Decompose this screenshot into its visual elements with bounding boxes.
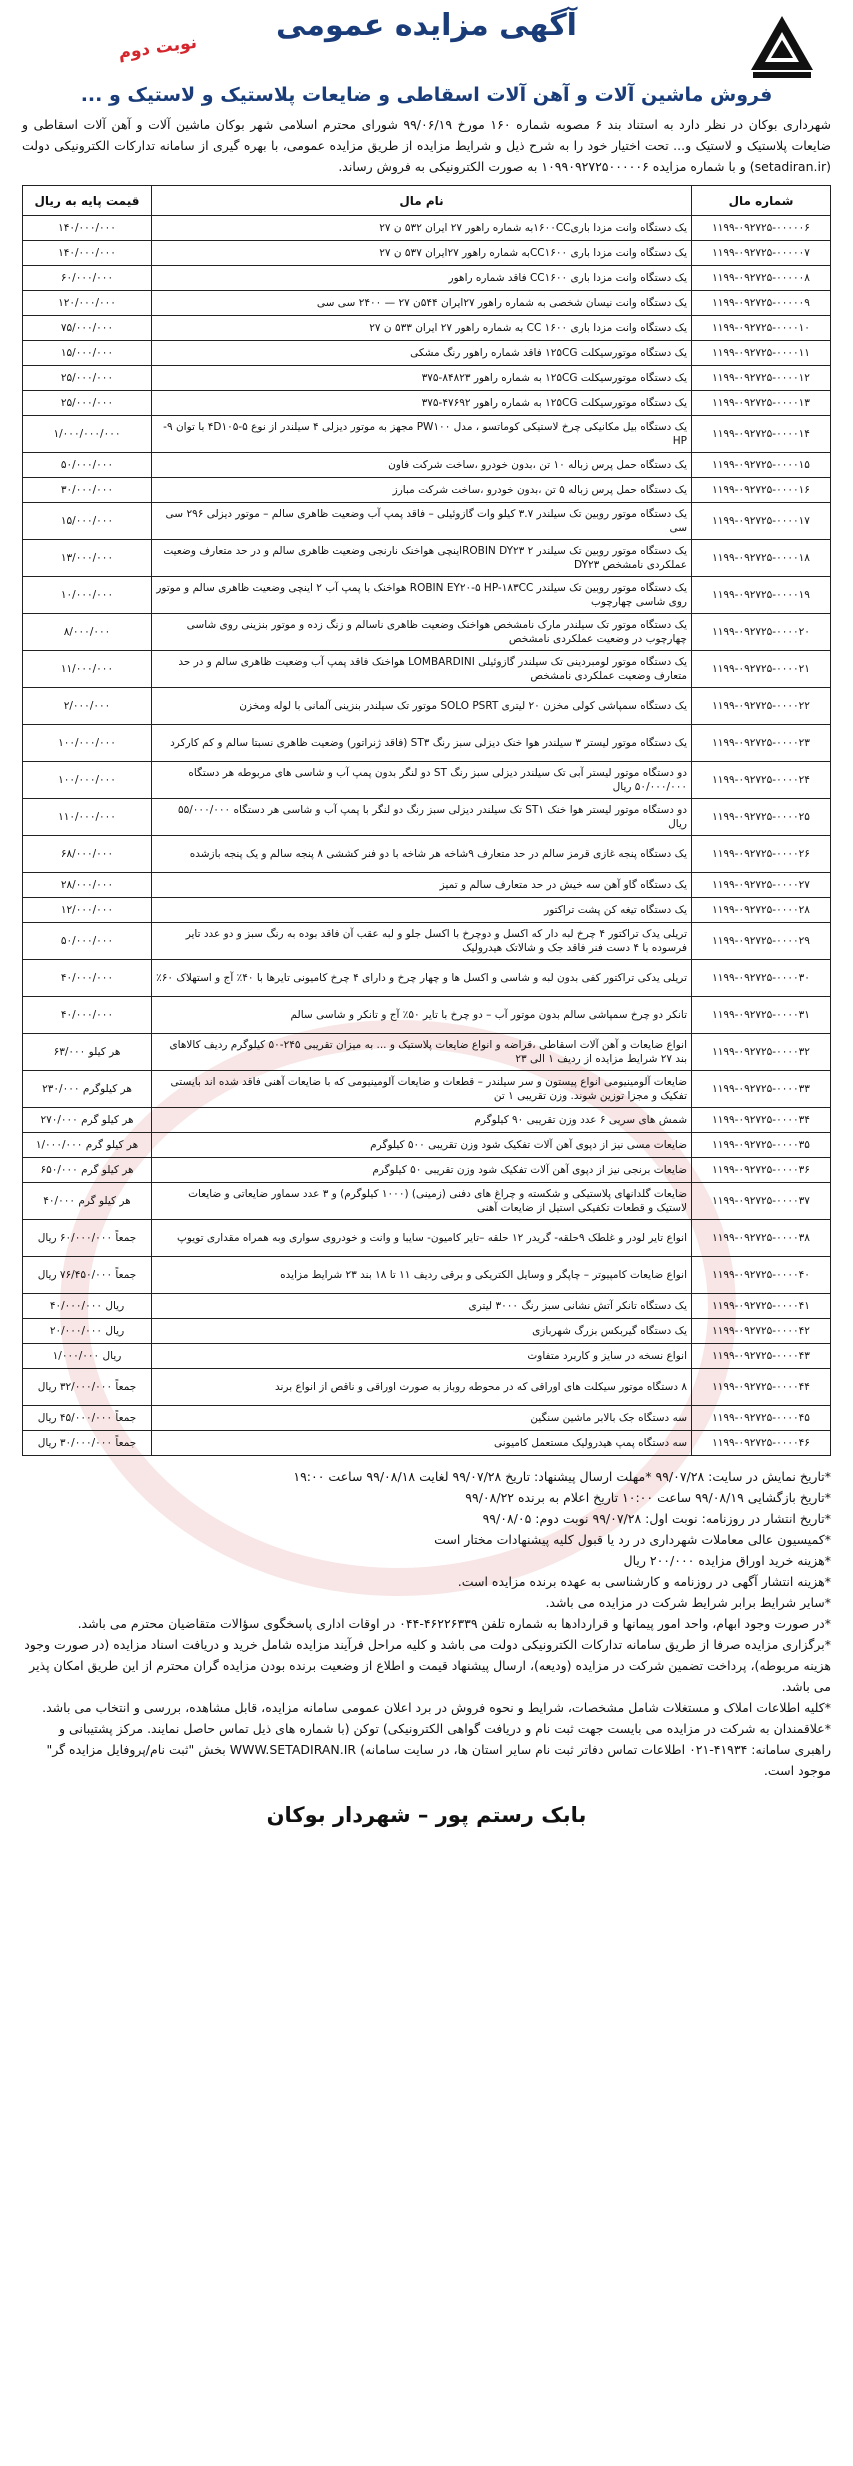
item-number: ۱۱۹۹-۰۹۲۷۲۵-۰۰۰۰۱۴ [692, 416, 831, 453]
page-title: آگهی مزایده عمومی [276, 8, 577, 43]
table-row [23, 416, 831, 453]
item-number: ۱۱۹۹-۰۹۲۷۲۵-۰۰۰۰۰۶ [692, 216, 831, 241]
condition-item: *سایر شرایط برابر شرایط شرکت در مزایده می باشد. [545, 1595, 831, 1610]
table-row [23, 1369, 831, 1406]
item-price: ۱۲/۰۰۰/۰۰۰ [23, 898, 152, 923]
item-name: انواع ضایعات و آهن آلات اسقاطی ،قراضه و انواع ضایعات پلاستیک و ... به میزان تقریبی ۲۴۵-۵۰ کیلوگرم ردیف کالاهای بند ۲۷ شرایط مزایده از ردیف ۱ الی ۲۳ [152, 1034, 692, 1071]
item-number: ۱۱۹۹-۰۹۲۷۲۵-۰۰۰۰۲۵ [692, 799, 831, 836]
item-price: ۲/۰۰۰/۰۰۰ [23, 688, 152, 725]
item-name: یک دستگاه گیربکس بزرگ شهربازی [152, 1319, 692, 1344]
item-number: ۱۱۹۹-۰۹۲۷۲۵-۰۰۰۰۲۷ [692, 873, 831, 898]
item-price: ۴۰/۰۰۰/۰۰۰ ریال [23, 1294, 152, 1319]
item-name: سه دستگاه پمپ هیدرولیک مستعمل کامیونی [152, 1431, 692, 1456]
table-row [23, 1158, 831, 1183]
item-price: هر کیلوگرم ۲۳۰/۰۰۰ [23, 1071, 152, 1108]
item-price: ۶۰/۰۰۰/۰۰۰ [23, 266, 152, 291]
item-number: ۱۱۹۹-۰۹۲۷۲۵-۰۰۰۰۳۸ [692, 1220, 831, 1257]
item-price: ۲۵/۰۰۰/۰۰۰ [23, 366, 152, 391]
item-number: ۱۱۹۹-۰۹۲۷۲۵-۰۰۰۰۲۶ [692, 836, 831, 873]
table-row [23, 478, 831, 503]
item-name: ضایعات مسی نیز از دپوی آهن آلات تفکیک شود وزن تقریبی ۵۰۰ کیلوگرم [152, 1133, 692, 1158]
signature: بابک رستم پور – شهردار بوکان [266, 1803, 587, 1827]
condition-item: *برگزاری مزایده صرفا از طریق سامانه تدارکات الکترونیکی دولت می باشد و کلیه مراحل فرآیند مزایده شامل خرید و دریافت اسناد مزایده (در صورت وجود هزینه مربوطه)، پرداخت تضمین شرکت در مزایده (ودیعه)، ارسال پیشنهاد قیمت و اطلاع از وضعیت برنده بودن مزایده گران محترم از این طریق امکان پذیر می باشد. [24, 1637, 831, 1694]
table-row [23, 614, 831, 651]
item-number: ۱۱۹۹-۰۹۲۷۲۵-۰۰۰۰۲۳ [692, 725, 831, 762]
table-row [23, 1344, 831, 1369]
condition-item: *کلیه اطلاعات املاک و مستغلات شامل مشخصات، شرایط و نحوه فروش در برد اعلان عمومی سامانه مزایده، قابل مشاهده، بررسی و انتخاب می باشد. *علاقمندان به شرکت در مزایده می بایست جهت ثبت نام و دریافت گواهی الکترونیکی) توکن (با شماره های ذیل تماس حاصل نمایند. مرکز پشتیبانی و راهبری سامانه: ۴۱۹۳۴-۰۲۱ اطلاعات تماس دفاتر ثبت نام سایر استان ها، در سایت سامانه) WWW.SETADIRAN.IR بخش "ثبت نام/پروفایل مزایده گر" موجود است. [42, 1700, 831, 1778]
item-name: یک دستگاه موتور روبین تک سیلندر ROBIN EY۲۰-۵ HP-۱۸۳CC هواخنک با پمپ آب ۲ اینچی وضعیت ظاهری سالم و موتور روی شاسی چهارچوب [152, 577, 692, 614]
item-price: ۶۸/۰۰۰/۰۰۰ [23, 836, 152, 873]
item-name: تریلی یدک تراکتور ۴ چرخ لبه دار که اکسل و دوچرخ با اکسل جلو و لبه عقب آن فاقد بوده به رنگ سبز و دو عدد تایر فرسوده با ۴ دست فنر فاقد جک و شالاتک هیدرولیک [152, 923, 692, 960]
item-price: ۲۰/۰۰۰/۰۰۰ ریال [23, 1319, 152, 1344]
item-number: ۱۱۹۹-۰۹۲۷۲۵-۰۰۰۰۳۱ [692, 997, 831, 1034]
item-name: یک دستگاه تانکر آتش نشانی سبز رنگ ۳۰۰۰ لیتری [152, 1294, 692, 1319]
item-name: انواع ضایعات کامپیوتر – چاپگر و وسایل الکتریکی و برقی ردیف ۱۱ تا ۱۸ بند ۲۳ شرایط مزایده [152, 1257, 692, 1294]
condition-item: *تاریخ بازگشایی ۹۹/۰۸/۱۹ ساعت ۱۰:۰۰ تاریخ اعلام به برنده ۹۹/۰۸/۲۲ [465, 1490, 831, 1505]
table-row [23, 836, 831, 873]
table-row [23, 577, 831, 614]
item-price: ۳۰/۰۰۰/۰۰۰ [23, 478, 152, 503]
table-row [23, 1108, 831, 1133]
item-name: یک دستگاه موتورسیکلت ۱۲۵CG فاقد شماره راهور رنگ مشکی [152, 341, 692, 366]
item-price: ۱۳/۰۰۰/۰۰۰ [23, 540, 152, 577]
item-price: ۱۴۰/۰۰۰/۰۰۰ [23, 241, 152, 266]
item-name: یک دستگاه وانت مزدا باری۱۶۰۰CCبه شماره راهور ۲۷ ایران ۵۳۲ ن ۲۷ [152, 216, 692, 241]
item-price: هر کیلو گرم ۱/۰۰۰/۰۰۰ [23, 1133, 152, 1158]
item-number: ۱۱۹۹-۰۹۲۷۲۵-۰۰۰۰۱۵ [692, 453, 831, 478]
table-row [23, 960, 831, 997]
item-price: ۵۰/۰۰۰/۰۰۰ [23, 923, 152, 960]
item-name: یک دستگاه وانت مزدا باری CC۱۶۰۰ فاقد شماره راهور [152, 266, 692, 291]
item-name: ضایعات برنجی نیز از دپوی آهن آلات تفکیک شود وزن تقریبی ۵۰ کیلوگرم [152, 1158, 692, 1183]
intro-paragraph: شهرداری بوکان در نظر دارد به استناد بند ۶ مصوبه شماره ۱۶۰ مورخ ۹۹/۰۶/۱۹ شورای محترم اسلامی شهر بوکان ماشین آلات و آهن آلات اسقاطی و ضایعات پلاستیک و لاستیک و... تحت اختیار خود را به شرح ذیل و شرایط مزایده از طریق مزایده عمومی، با بهره گیری از سامانه تدارکات الکترونیکی دولت (setadiran.ir) و با شماره مزایده ۱۰۹۹۰۹۲۷۲۵۰۰۰۰۰۶ به صورت الکترونیکی به فروش رساند. [22, 117, 831, 174]
item-name: یک دستگاه موتور لومبردینی تک سیلندر گازوئیلی LOMBARDINI هواخنک فاقد پمپ آب وضعیت ظاهری سالم و در حد متعارف وضعیت عملکردی نامشخص [152, 651, 692, 688]
item-price: ۱۰۰/۰۰۰/۰۰۰ [23, 725, 152, 762]
table-row [23, 1133, 831, 1158]
item-name: یک دستگاه موتور روبین تک سیلندر ۳.۷ کیلو وات گازوئیلی – فاقد پمپ آب وضعیت ظاهری سالم – موتور دیزلی ۲۹۶ سی سی [152, 503, 692, 540]
item-number: ۱۱۹۹-۰۹۲۷۲۵-۰۰۰۰۳۵ [692, 1133, 831, 1158]
item-number: ۱۱۹۹-۰۹۲۷۲۵-۰۰۰۰۴۶ [692, 1431, 831, 1456]
table-row [23, 1294, 831, 1319]
item-price: ۱/۰۰۰/۰۰۰/۰۰۰ [23, 416, 152, 453]
item-number: ۱۱۹۹-۰۹۲۷۲۵-۰۰۰۰۱۱ [692, 341, 831, 366]
item-number: ۱۱۹۹-۰۹۲۷۲۵-۰۰۰۰۲۲ [692, 688, 831, 725]
item-price: ۴۰/۰۰۰/۰۰۰ [23, 997, 152, 1034]
item-name: شمش های سربی ۶ عدد وزن تقریبی ۹۰ کیلوگرم [152, 1108, 692, 1133]
item-name: تریلی یدکی تراکتور کفی بدون لبه و شاسی و اکسل ها و چهار چرخ و دارای ۴ چرخ کامیونی تایرها با ۴۰٪ آج و استهلاک ۶۰٪ [152, 960, 692, 997]
item-price: ۱۴۰/۰۰۰/۰۰۰ [23, 216, 152, 241]
condition-item: *هزینه انتشار آگهی در روزنامه و کارشناسی به عهده برنده مزایده است. [457, 1574, 831, 1589]
item-price: ۴۰/۰۰۰/۰۰۰ [23, 960, 152, 997]
table-row [23, 453, 831, 478]
table-row [23, 1257, 831, 1294]
table-row [23, 725, 831, 762]
item-price: هر کیلو گرم ۴۰/۰۰۰ [23, 1183, 152, 1220]
item-name: یک دستگاه موتور تک سیلندر مارک نامشخص هواخنک وضعیت ظاهری ناسالم و زنگ زده و موتور بنزینی روی شاسی چهارچوب در وضعیت عملکردی نامشخص [152, 614, 692, 651]
item-price: ۱۰/۰۰۰/۰۰۰ [23, 577, 152, 614]
item-name: انواع تایر لودر و غلطک ۹حلقه- گریدر ۱۲ حلقه –تایر کامیون- سایبا و وانت و خودروی سواری وبه همراه مقداری تویوپ [152, 1220, 692, 1257]
col-number-header: شماره مال [692, 186, 831, 216]
item-price: ۱۲۰/۰۰۰/۰۰۰ [23, 291, 152, 316]
item-name: یک دستگاه وانت نیسان شخصی به شماره راهور ۲۷ایران ۵۴۴ن ۲۷ — ۲۴۰۰ سی سی [152, 291, 692, 316]
item-price: جمعاً ۳۲/۰۰۰/۰۰۰ ریال [23, 1369, 152, 1406]
item-price: جمعاً ۶۰/۰۰۰/۰۰۰ ریال [23, 1220, 152, 1257]
item-number: ۱۱۹۹-۰۹۲۷۲۵-۰۰۰۰۲۰ [692, 614, 831, 651]
item-price: ۲۸/۰۰۰/۰۰۰ [23, 873, 152, 898]
header [22, 0, 831, 88]
table-row [23, 1183, 831, 1220]
table-row [23, 216, 831, 241]
item-number: ۱۱۹۹-۰۹۲۷۲۵-۰۰۰۰۱۳ [692, 391, 831, 416]
table-row [23, 266, 831, 291]
item-name: یک دستگاه موتور روبین تک سیلندر ROBIN DY۲۳ ۲اینچی هواخنک نارنجی وضعیت ظاهری سالم و در حد متعارف وضعیت عملکردی نامشخص DY۲۳ [152, 540, 692, 577]
item-number: ۱۱۹۹-۰۹۲۷۲۵-۰۰۰۰۳۷ [692, 1183, 831, 1220]
item-name: یک دستگاه وانت مزدا باری CC ۱۶۰۰ به شماره راهور ۲۷ ایران ۵۳۳ ن ۲۷ [152, 316, 692, 341]
table-row [23, 341, 831, 366]
item-name: سه دستگاه جک بالابر ماشین سنگین [152, 1406, 692, 1431]
item-number: ۱۱۹۹-۰۹۲۷۲۵-۰۰۰۰۱۶ [692, 478, 831, 503]
item-number: ۱۱۹۹-۰۹۲۷۲۵-۰۰۰۰۱۲ [692, 366, 831, 391]
item-number: ۱۱۹۹-۰۹۲۷۲۵-۰۰۰۰۲۹ [692, 923, 831, 960]
item-price: ۱۵/۰۰۰/۰۰۰ [23, 503, 152, 540]
item-price: جمعاً ۴۵/۰۰۰/۰۰۰ ریال [23, 1406, 152, 1431]
item-name: یک دستگاه موتور لیستر ۳ سیلندر هوا خنک دیزلی سبز رنگ ST۳ (فاقد ژنراتور) وضعیت ظاهری نسبتا سالم و کم کارکرد [152, 725, 692, 762]
item-name: یک دستگاه تیغه کن پشت تراکتور [152, 898, 692, 923]
item-name: یک دستگاه حمل پرس زباله ۱۰ تن ،بدون خودرو ،ساخت شرکت فاون [152, 453, 692, 478]
item-number: ۱۱۹۹-۰۹۲۷۲۵-۰۰۰۰۰۸ [692, 266, 831, 291]
table-row [23, 898, 831, 923]
items-table [22, 185, 831, 1456]
item-price: هر کیلو ۶۳/۰۰۰ [23, 1034, 152, 1071]
item-number: ۱۱۹۹-۰۹۲۷۲۵-۰۰۰۰۱۸ [692, 540, 831, 577]
item-name: ضایعات آلومینیومی انواع پیستون و سر سیلندر – قطعات و ضایعات آلومینیومی که با ضایعات آهنی فاقد شده اند بایستی تفکیک و مجزا توزین شوند. وزن تقریبی ۱ تن [152, 1071, 692, 1108]
col-price-header: قیمت پایه به ریال [23, 186, 152, 216]
item-name: یک دستگاه موتورسیکلت ۱۲۵CG به شماره راهور ۸۴۸۲۳-۳۷۵ [152, 366, 692, 391]
item-number: ۱۱۹۹-۰۹۲۷۲۵-۰۰۰۰۳۰ [692, 960, 831, 997]
item-price: ۲۵/۰۰۰/۰۰۰ [23, 391, 152, 416]
table-row [23, 1406, 831, 1431]
table-row [23, 391, 831, 416]
item-name: یک دستگاه گاو آهن سه خیش در حد متعارف سالم و تمیز [152, 873, 692, 898]
item-number: ۱۱۹۹-۰۹۲۷۲۵-۰۰۰۰۲۴ [692, 762, 831, 799]
item-number: ۱۱۹۹-۰۹۲۷۲۵-۰۰۰۰۳۴ [692, 1108, 831, 1133]
table-row [23, 799, 831, 836]
round-label: نوبت دوم [116, 32, 199, 64]
item-name: یک دستگاه موتورسیکلت ۱۲۵CG به شماره راهور ۴۷۶۹۲-۳۷۵ [152, 391, 692, 416]
item-number: ۱۱۹۹-۰۹۲۷۲۵-۰۰۰۰۴۴ [692, 1369, 831, 1406]
item-name: یک دستگاه سمپاشی کولی مخزن ۲۰ لیتری SOLO PSRT موتور تک سیلندر بنزینی آلمانی با لوله ومخزن [152, 688, 692, 725]
table-header-row [23, 186, 831, 216]
table-row [23, 540, 831, 577]
item-price: ۱۱/۰۰۰/۰۰۰ [23, 651, 152, 688]
item-number: ۱۱۹۹-۰۹۲۷۲۵-۰۰۰۰۲۱ [692, 651, 831, 688]
table-row [23, 688, 831, 725]
table-row [23, 1071, 831, 1108]
table-row [23, 1034, 831, 1071]
item-name: ۸ دستگاه موتور سیکلت های اوراقی که در محوطه روباز به صورت اوراقی و ناقص از انواع برند [152, 1369, 692, 1406]
item-name: انواع نسخه در سایز و کاربرد متفاوت [152, 1344, 692, 1369]
table-row [23, 316, 831, 341]
item-number: ۱۱۹۹-۰۹۲۷۲۵-۰۰۰۰۰۷ [692, 241, 831, 266]
table-row [23, 1431, 831, 1456]
condition-item: *هزینه خرید اوراق مزایده ۲۰۰/۰۰۰ ریال [623, 1553, 831, 1568]
table-row [23, 651, 831, 688]
conditions-list [22, 1466, 831, 1781]
item-price: ۱۱۰/۰۰۰/۰۰۰ [23, 799, 152, 836]
item-number: ۱۱۹۹-۰۹۲۷۲۵-۰۰۰۰۲۸ [692, 898, 831, 923]
condition-item: *تاریخ نمایش در سایت: ۹۹/۰۷/۲۸ *مهلت ارسال پیشنهاد: تاریخ ۹۹/۰۷/۲۸ لغایت ۹۹/۰۸/۱۸ ساعت ۱۹:۰۰ [293, 1469, 831, 1484]
item-number: ۱۱۹۹-۰۹۲۷۲۵-۰۰۰۰۳۳ [692, 1071, 831, 1108]
table-row [23, 366, 831, 391]
item-price: ۸/۰۰۰/۰۰۰ [23, 614, 152, 651]
item-number: ۱۱۹۹-۰۹۲۷۲۵-۰۰۰۰۳۲ [692, 1034, 831, 1071]
col-name-header: نام مال [152, 186, 692, 216]
table-row [23, 762, 831, 799]
item-number: ۱۱۹۹-۰۹۲۷۲۵-۰۰۰۰۰۹ [692, 291, 831, 316]
condition-item: *کمیسیون عالی معاملات شهرداری در رد یا قبول کلیه پیشنهادات مختار است [434, 1532, 831, 1547]
item-number: ۱۱۹۹-۰۹۲۷۲۵-۰۰۰۰۴۳ [692, 1344, 831, 1369]
subtitle: فروش ماشین آلات و آهن آلات اسقاطی و ضایعات پلاستیک و لاستیک و ... [80, 84, 773, 106]
item-price: ۵۰/۰۰۰/۰۰۰ [23, 453, 152, 478]
table-row [23, 873, 831, 898]
item-number: ۱۱۹۹-۰۹۲۷۲۵-۰۰۰۰۱۹ [692, 577, 831, 614]
item-name: دو دستگاه موتور لیستر هوا خنک ST۱ تک سیلندر دیزلی سبز رنگ دو لنگر با پمپ آب و شاسی هر دستگاه ۵۵/۰۰۰/۰۰۰ ریال [152, 799, 692, 836]
table-row [23, 997, 831, 1034]
item-number: ۱۱۹۹-۰۹۲۷۲۵-۰۰۰۰۴۱ [692, 1294, 831, 1319]
item-number: ۱۱۹۹-۰۹۲۷۲۵-۰۰۰۰۳۶ [692, 1158, 831, 1183]
item-name: تانکر دو چرخ سمپاشی سالم بدون موتور آب – دو چرخ با تایر ۵۰٪ آج و تانکر و شاسی سالم [152, 997, 692, 1034]
condition-item: *در صورت وجود ابهام، واحد امور پیمانها و قراردادها به شماره تلفن ۴۶۲۲۶۳۳۹-۰۴۴ در اوقات اداری پاسخگوی سؤالات متقاضیان محترم می باشد. [77, 1616, 831, 1631]
item-price: هر کیلو گرم ۶۵۰/۰۰۰ [23, 1158, 152, 1183]
item-price: ۱۵/۰۰۰/۰۰۰ [23, 341, 152, 366]
item-price: جمعاً ۳۰/۰۰۰/۰۰۰ ریال [23, 1431, 152, 1456]
item-number: ۱۱۹۹-۰۹۲۷۲۵-۰۰۰۰۱۷ [692, 503, 831, 540]
item-name: یک دستگاه وانت مزدا باری CC۱۶۰۰به شماره راهور ۲۷ایران ۵۳۷ ن ۲۷ [152, 241, 692, 266]
item-name: یک دستگاه بیل مکانیکی چرخ لاستیکی کوماتسو ، مدل PW۱۰۰ مجهز به موتور دیزلی ۴ سیلندر از نوع ۵-۴D۱۰۵ با توان ۹-HP [152, 416, 692, 453]
item-price: جمعاً ۷۶/۴۵۰/۰۰۰ ریال [23, 1257, 152, 1294]
item-name: یک دستگاه حمل پرس زباله ۵ تن ،بدون خودرو ،ساخت شرکت مبارز [152, 478, 692, 503]
item-price: ۱/۰۰۰/۰۰۰ ریال [23, 1344, 152, 1369]
table-body [23, 216, 831, 1456]
table-row [23, 291, 831, 316]
item-price: ۱۰۰/۰۰۰/۰۰۰ [23, 762, 152, 799]
item-price: هر کیلو گرم ۲۷۰/۰۰۰ [23, 1108, 152, 1133]
item-number: ۱۱۹۹-۰۹۲۷۲۵-۰۰۰۰۴۰ [692, 1257, 831, 1294]
item-name: یک دستگاه پنجه غازی قرمز سالم در حد متعارف ۹شاخه هر شاخه با دو فنر کششی ۸ پنجه سالم و یک پنجه بازشده [152, 836, 692, 873]
item-number: ۱۱۹۹-۰۹۲۷۲۵-۰۰۰۰۴۲ [692, 1319, 831, 1344]
table-row [23, 1220, 831, 1257]
table-row [23, 1319, 831, 1344]
item-number: ۱۱۹۹-۰۹۲۷۲۵-۰۰۰۰۴۵ [692, 1406, 831, 1431]
item-name: ضایعات گلدانهای پلاستیکی و شکسته و چراغ های دفنی (زمینی) (۱۰۰۰ کیلوگرم) و ۳ عدد سماور ضایعاتی و ضایعات لاستیک و قطعات تکفیکی استیل از ضایعات آهنی [152, 1183, 692, 1220]
table-row [23, 923, 831, 960]
item-number: ۱۱۹۹-۰۹۲۷۲۵-۰۰۰۰۱۰ [692, 316, 831, 341]
table-row [23, 503, 831, 540]
item-name: دو دستگاه موتور لیستر آبی تک سیلندر دیزلی سبز رنگ ST دو لنگر بدون پمپ آب و شاسی های مربوطه هر دستگاه ۵۰/۰۰۰/۰۰۰ ریال [152, 762, 692, 799]
condition-item: *تاریخ انتشار در روزنامه: نوبت اول: ۹۹/۰۷/۲۸ نوبت دوم: ۹۹/۰۸/۰۵ [482, 1511, 831, 1526]
table-row [23, 241, 831, 266]
item-price: ۷۵/۰۰۰/۰۰۰ [23, 316, 152, 341]
